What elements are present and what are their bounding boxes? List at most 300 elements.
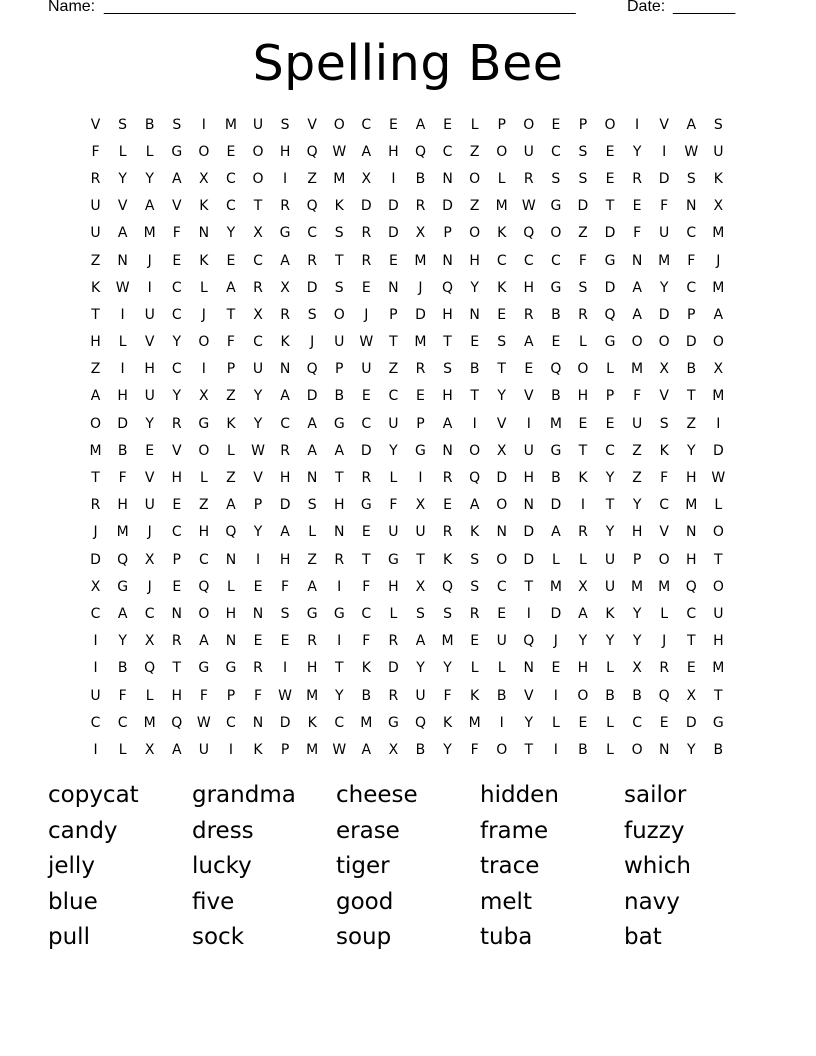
grid-letter: U	[361, 361, 372, 378]
grid-letter: E	[605, 170, 615, 187]
grid-letter: Y	[226, 225, 236, 242]
grid-letter: U	[415, 687, 426, 704]
grid-letter: A	[361, 143, 372, 160]
grid-letter: U	[523, 442, 534, 459]
grid-letter: X	[253, 306, 263, 323]
grid-letter: V	[524, 388, 534, 405]
grid-letter: Q	[523, 633, 535, 650]
grid-letter: K	[90, 279, 101, 296]
grid-letter: G	[279, 225, 291, 242]
grid-letter: I	[120, 306, 125, 323]
grid-letter: L	[497, 170, 506, 187]
grid-letter: O	[577, 687, 589, 704]
grid-letter: E	[416, 388, 425, 405]
grid-letter: A	[415, 116, 426, 133]
grid-letter: H	[685, 470, 697, 487]
grid-letter: Q	[442, 578, 454, 595]
grid-letter: M	[116, 524, 129, 541]
word-search-grid	[82, 111, 732, 764]
grid-letter: T	[714, 687, 723, 704]
grid-letter: D	[388, 198, 399, 215]
grid-letter: N	[198, 225, 210, 242]
grid-letter: V	[90, 116, 101, 133]
grid-letter: D	[685, 334, 697, 351]
grid-letter: T	[226, 306, 236, 323]
grid-letter: A	[226, 497, 236, 514]
grid-letter: K	[659, 442, 669, 459]
grid-letter: D	[577, 198, 589, 215]
grid-letter: F	[253, 687, 263, 704]
grid-letter: D	[388, 225, 399, 242]
grid-letter: W	[251, 442, 265, 459]
grid-letter: E	[578, 415, 588, 432]
grid-letter: N	[306, 470, 318, 487]
grid-letter: R	[280, 442, 290, 459]
grid-letter: P	[605, 388, 615, 405]
grid-letter: O	[252, 143, 264, 160]
grid-letter: D	[523, 551, 535, 568]
grid-letter: V	[144, 334, 155, 351]
grid-letter: Y	[253, 415, 263, 432]
grid-letter: I	[472, 415, 477, 432]
grid-letter: C	[144, 605, 155, 622]
grid-letter: C	[605, 442, 615, 459]
grid-letter: N	[496, 524, 507, 541]
grid-letter: Z	[226, 470, 236, 487]
grid-letter: O	[604, 116, 616, 133]
grid-letter: R	[442, 470, 453, 487]
grid-letter: Y	[334, 687, 344, 704]
word-list-item: erase	[336, 817, 400, 844]
grid-letter: O	[198, 605, 210, 622]
grid-letter: Q	[469, 470, 481, 487]
grid-letter: G	[198, 415, 210, 432]
grid-letter: I	[391, 170, 396, 187]
grid-letter: Z	[469, 143, 480, 160]
grid-letter: E	[605, 415, 615, 432]
grid-letter: D	[279, 497, 291, 514]
grid-letter: W	[332, 143, 347, 160]
grid-letter: C	[442, 143, 453, 160]
word-list-item: copycat	[48, 782, 139, 808]
grid-letter: T	[362, 551, 371, 568]
word-list-item: jelly	[48, 853, 95, 879]
grid-letter: Y	[578, 633, 588, 650]
grid-letter: R	[361, 470, 372, 487]
grid-letter: L	[199, 279, 208, 296]
grid-letter: H	[469, 252, 480, 269]
grid-letter: X	[578, 578, 588, 595]
grid-row	[82, 383, 732, 410]
grid-letter: V	[659, 524, 669, 541]
grid-letter: Y	[686, 442, 696, 459]
grid-letter: Z	[686, 415, 697, 432]
grid-letter: E	[524, 361, 534, 378]
grid-letter: J	[147, 252, 152, 269]
grid-letter: T	[714, 551, 723, 568]
grid-letter: C	[523, 252, 534, 269]
grid-letter: J	[147, 578, 152, 595]
name-field-line: _____________________________________________________	[104, 0, 576, 15]
grid-letter: A	[632, 279, 642, 296]
grid-letter: V	[307, 116, 317, 133]
grid-letter: O	[712, 524, 724, 541]
word-list-item: navy	[624, 888, 680, 915]
grid-letter: T	[334, 660, 344, 677]
grid-letter: L	[199, 470, 208, 487]
grid-letter: B	[415, 741, 426, 758]
grid-letter: P	[280, 741, 290, 758]
grid-letter: K	[307, 714, 317, 731]
grid-letter: C	[550, 143, 561, 160]
grid-letter: S	[307, 497, 317, 514]
grid-letter: O	[658, 334, 670, 351]
grid-letter: H	[713, 633, 724, 650]
grid-letter: F	[91, 143, 100, 160]
grid-letter: X	[199, 170, 209, 187]
grid-letter: O	[550, 225, 562, 242]
grid-letter: E	[551, 334, 561, 351]
grid-row	[82, 410, 732, 437]
grid-letter: X	[713, 361, 724, 378]
grid-letter: C	[659, 497, 670, 514]
grid-letter: I	[526, 415, 531, 432]
grid-letter: T	[416, 551, 425, 568]
grid-letter: I	[526, 605, 531, 622]
grid-letter: Y	[253, 388, 263, 405]
grid-row	[82, 628, 732, 655]
grid-letter: X	[713, 198, 724, 215]
grid-letter: O	[198, 334, 210, 351]
grid-letter: D	[442, 198, 453, 215]
grid-letter: M	[712, 279, 725, 296]
grid-letter: K	[280, 334, 290, 351]
grid-letter: Y	[145, 415, 154, 432]
grid-letter: N	[171, 605, 183, 622]
grid-letter: E	[172, 252, 182, 269]
grid-letter: B	[713, 741, 724, 758]
grid-letter: Q	[414, 714, 426, 731]
grid-row	[82, 437, 732, 464]
grid-letter: B	[551, 306, 561, 323]
grid-letter: I	[662, 143, 667, 160]
grid-letter: X	[415, 497, 426, 514]
grid-letter: I	[635, 116, 640, 133]
grid-row	[82, 546, 732, 573]
grid-letter: L	[389, 470, 398, 487]
grid-letter: B	[686, 361, 697, 378]
grid-letter: X	[686, 687, 697, 704]
grid-letter: N	[442, 170, 453, 187]
grid-letter: E	[172, 497, 182, 514]
grid-letter: Y	[118, 170, 127, 187]
grid-letter: I	[553, 687, 558, 704]
grid-letter: N	[225, 551, 237, 568]
grid-letter: T	[524, 741, 534, 758]
grid-letter: J	[364, 306, 369, 323]
grid-letter: T	[253, 198, 263, 215]
grid-letter: Q	[658, 687, 670, 704]
grid-letter: P	[253, 497, 263, 514]
grid-letter: K	[334, 198, 344, 215]
grid-letter: E	[253, 633, 263, 650]
grid-letter: R	[415, 198, 426, 215]
grid-letter: Y	[632, 633, 642, 650]
grid-letter: D	[360, 442, 372, 459]
grid-letter: I	[553, 741, 558, 758]
grid-letter: H	[225, 605, 237, 622]
grid-letter: L	[660, 605, 669, 622]
grid-letter: Y	[253, 524, 263, 541]
grid-letter: C	[171, 524, 182, 541]
grid-letter: S	[551, 170, 561, 187]
grid-letter: H	[171, 470, 183, 487]
grid-letter: L	[145, 143, 154, 160]
grid-row	[82, 138, 732, 165]
grid-letter: C	[632, 714, 642, 731]
grid-letter: N	[252, 714, 264, 731]
grid-letter: E	[361, 279, 371, 296]
grid-letter: B	[469, 361, 480, 378]
grid-letter: T	[605, 198, 615, 215]
grid-letter: D	[306, 388, 318, 405]
word-list-item: tiger	[336, 853, 390, 879]
grid-letter: E	[443, 497, 452, 514]
grid-letter: D	[279, 714, 291, 731]
word-list-item: tuba	[480, 924, 533, 950]
grid-letter: G	[387, 714, 399, 731]
grid-letter: K	[470, 687, 480, 704]
grid-letter: E	[605, 143, 615, 160]
grid-letter: R	[388, 687, 399, 704]
grid-letter: W	[278, 687, 292, 704]
grid-letter: G	[171, 143, 183, 160]
grid-letter: Q	[550, 361, 562, 378]
grid-letter: S	[578, 143, 588, 160]
grid-letter: N	[686, 198, 697, 215]
word-list-item: good	[336, 888, 394, 915]
word-list-item: lucky	[192, 853, 252, 879]
grid-letter: M	[712, 388, 725, 405]
grid-letter: D	[550, 497, 562, 514]
grid-letter: Y	[389, 442, 398, 459]
grid-letter: R	[469, 605, 480, 622]
grid-letter: C	[198, 551, 209, 568]
grid-letter: K	[713, 170, 723, 187]
grid-letter: C	[388, 388, 399, 405]
grid-letter: D	[604, 225, 616, 242]
grid-letter: A	[90, 388, 101, 405]
grid-letter: P	[335, 361, 344, 378]
grid-letter: P	[578, 116, 588, 133]
grid-letter: A	[117, 225, 128, 242]
grid-letter: C	[226, 170, 236, 187]
grid-letter: B	[144, 116, 155, 133]
word-list-item: blue	[48, 888, 98, 915]
grid-letter: U	[713, 143, 724, 160]
grid-letter: J	[716, 252, 721, 269]
grid-letter: U	[90, 225, 101, 242]
grid-letter: R	[361, 252, 372, 269]
grid-letter: O	[712, 334, 724, 351]
grid-letter: Y	[497, 388, 506, 405]
grid-row	[82, 356, 732, 383]
grid-letter: R	[578, 306, 588, 323]
grid-letter: N	[631, 252, 643, 269]
grid-letter: U	[144, 306, 155, 323]
grid-letter: X	[90, 578, 101, 595]
grid-letter: R	[307, 252, 318, 269]
word-list-item: dress	[192, 817, 254, 844]
grid-letter: S	[578, 170, 588, 187]
grid-letter: O	[469, 170, 481, 187]
grid-letter: I	[147, 279, 152, 296]
grid-letter: A	[713, 306, 724, 323]
grid-letter: E	[388, 116, 398, 133]
grid-letter: F	[199, 687, 208, 704]
grid-letter: I	[93, 660, 98, 677]
grid-letter: S	[172, 116, 182, 133]
grid-letter: H	[577, 388, 589, 405]
grid-letter: J	[662, 633, 667, 650]
grid-letter: V	[144, 470, 155, 487]
grid-letter: N	[686, 524, 697, 541]
grid-letter: X	[280, 279, 290, 296]
grid-letter: P	[226, 687, 236, 704]
grid-letter: S	[686, 170, 696, 187]
grid-letter: T	[578, 442, 588, 459]
grid-letter: D	[90, 551, 101, 568]
grid-letter: E	[551, 116, 561, 133]
grid-letter: O	[198, 442, 210, 459]
grid-letter: L	[497, 660, 506, 677]
grid-letter: N	[117, 252, 128, 269]
grid-letter: X	[144, 633, 155, 650]
grid-letter: F	[578, 252, 587, 269]
grid-letter: G	[387, 551, 399, 568]
grid-letter: G	[198, 660, 210, 677]
grid-letter: A	[307, 578, 317, 595]
word-list-item: trace	[480, 853, 540, 879]
grid-letter: E	[226, 252, 236, 269]
grid-letter: O	[496, 741, 508, 758]
grid-letter: N	[334, 524, 345, 541]
grid-letter: Y	[605, 470, 615, 487]
grid-row	[82, 165, 732, 192]
grid-letter: L	[470, 660, 479, 677]
grid-letter: G	[415, 442, 426, 459]
grid-letter: V	[659, 388, 669, 405]
grid-row	[82, 709, 732, 736]
grid-letter: I	[337, 633, 342, 650]
grid-letter: O	[523, 116, 535, 133]
grid-letter: E	[470, 334, 480, 351]
grid-row	[82, 573, 732, 600]
grid-letter: P	[389, 306, 398, 323]
grid-letter: V	[253, 470, 263, 487]
grid-letter: E	[226, 143, 236, 160]
word-list-item: candy	[48, 817, 118, 844]
grid-letter: S	[334, 225, 344, 242]
grid-row	[82, 655, 732, 682]
grid-letter: A	[334, 442, 345, 459]
grid-letter: F	[389, 497, 398, 514]
grid-letter: L	[470, 116, 479, 133]
grid-letter: O	[631, 334, 643, 351]
grid-letter: U	[90, 198, 101, 215]
grid-letter: R	[334, 551, 345, 568]
grid-letter: G	[712, 714, 724, 731]
grid-letter: B	[415, 170, 426, 187]
grid-letter: D	[658, 306, 670, 323]
grid-letter: T	[470, 388, 479, 405]
grid-letter: R	[307, 633, 318, 650]
grid-letter: H	[306, 660, 318, 677]
grid-letter: D	[496, 470, 508, 487]
grid-letter: Y	[659, 279, 669, 296]
grid-letter: M	[441, 633, 454, 650]
grid-letter: R	[659, 660, 670, 677]
word-list-item: sock	[192, 924, 245, 950]
grid-letter: C	[117, 714, 128, 731]
grid-letter: J	[418, 279, 423, 296]
grid-letter: N	[523, 497, 535, 514]
grid-letter: I	[93, 741, 98, 758]
grid-letter: F	[362, 578, 371, 595]
grid-letter: I	[418, 470, 423, 487]
grid-letter: E	[361, 388, 371, 405]
grid-letter: I	[120, 361, 125, 378]
grid-letter: T	[334, 470, 344, 487]
grid-letter: Z	[388, 361, 399, 378]
grid-letter: I	[580, 497, 586, 514]
grid-letter: R	[253, 279, 263, 296]
grid-letter: L	[579, 334, 587, 351]
grid-letter: L	[389, 605, 398, 622]
grid-letter: M	[658, 252, 671, 269]
grid-letter: L	[606, 741, 614, 758]
grid-letter: I	[283, 170, 288, 187]
grid-letter: R	[361, 225, 372, 242]
grid-letter: L	[714, 497, 723, 514]
grid-letter: V	[659, 116, 669, 133]
grid-letter: Y	[145, 170, 154, 187]
grid-letter: K	[497, 225, 507, 242]
grid-letter: L	[579, 551, 587, 568]
grid-letter: Q	[306, 361, 318, 378]
grid-letter: Y	[416, 660, 425, 677]
grid-letter: C	[496, 252, 507, 269]
grid-letter: H	[631, 524, 643, 541]
grid-letter: N	[279, 361, 291, 378]
grid-letter: T	[334, 252, 344, 269]
grid-letter: C	[686, 225, 697, 242]
grid-letter: H	[171, 687, 183, 704]
grid-letter: R	[523, 306, 534, 323]
grid-letter: R	[280, 306, 290, 323]
grid-letter: C	[171, 361, 182, 378]
grid-row	[82, 301, 732, 328]
grid-letter: G	[550, 279, 562, 296]
grid-letter: C	[90, 714, 101, 731]
grid-row	[82, 600, 732, 627]
grid-letter: X	[415, 225, 426, 242]
grid-letter: H	[90, 334, 101, 351]
grid-letter: C	[496, 578, 507, 595]
grid-letter: H	[117, 388, 128, 405]
grid-letter: K	[442, 551, 453, 568]
grid-letter: C	[253, 252, 263, 269]
